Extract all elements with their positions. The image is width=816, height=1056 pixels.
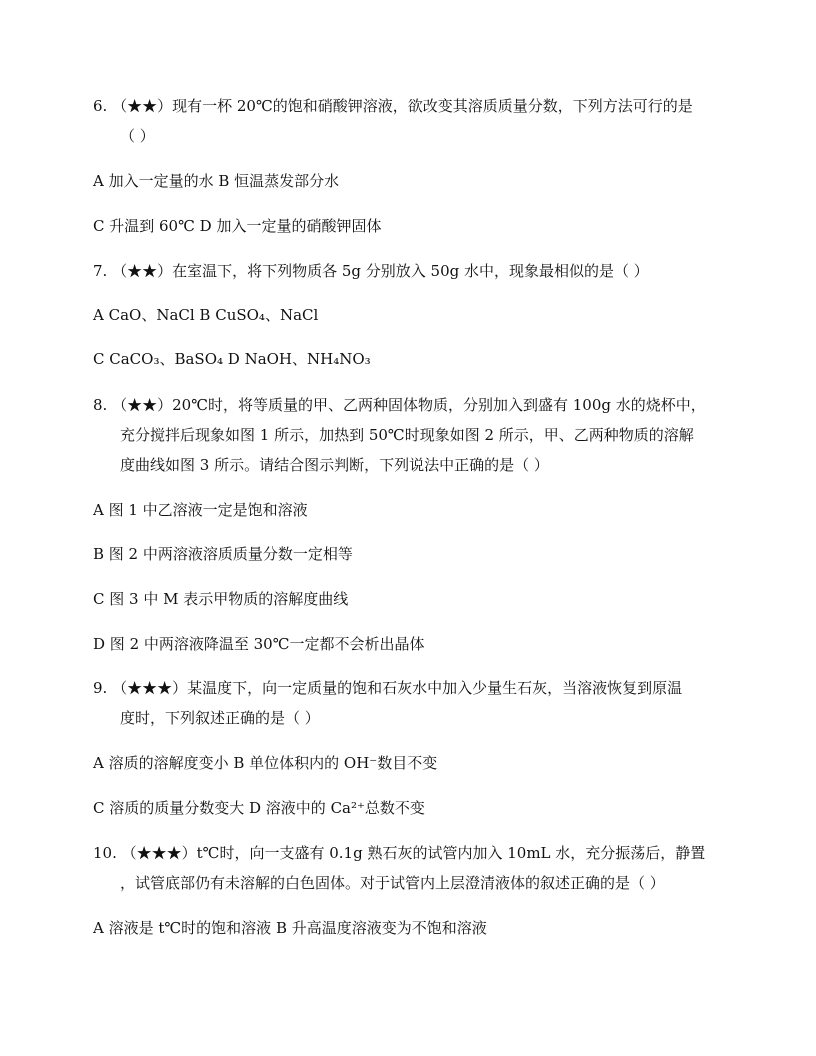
question-8-option-b <box>93 544 353 564</box>
question-7-difficulty: （★★） <box>112 262 173 280</box>
question-7-option-ab <box>93 305 318 325</box>
question-10-number: 10. <box>93 844 117 862</box>
question-9-text-1: 某温度下，向一定质量的饱和石灰水中加入少量生石灰，当溶液恢复到原温 <box>187 679 683 697</box>
question-7-text-1: 在室温下，将下列物质各 5g 分别放入 50g 水中，现象最相似的是（ ） <box>172 262 649 280</box>
question-8-option-c-text: C 图 3 中 M 表示甲物质的溶解度曲线 <box>93 590 349 608</box>
question-10-option-ab <box>93 918 487 938</box>
question-7-option-cd-text: C CaCO₃、BaSO₄ D NaOH、NH₄NO₃ <box>93 350 371 368</box>
question-7-option-ab-text: A CaO、NaCl B CuSO₄、NaCl <box>93 306 319 324</box>
question-8-text-1: 20℃时，将等质量的甲、乙两种固体物质，分别加入到盛有 100g 水的烧杯中， <box>172 396 706 414</box>
question-6-line-2 <box>120 126 155 146</box>
question-10-line-2 <box>120 873 665 893</box>
question-8-option-a <box>93 500 308 520</box>
question-7-line-1 <box>93 261 649 281</box>
question-9-difficulty: （★★★） <box>112 679 188 697</box>
question-9-line-2 <box>120 708 320 728</box>
question-10-line-1 <box>93 843 705 863</box>
question-9-option-cd-text: C 溶质的质量分数变大 D 溶液中的 Ca²⁺总数不变 <box>93 799 425 817</box>
question-10-text-1: t℃时，向一支盛有 0.1g 熟石灰的试管内加入 10mL 水，充分振荡后，静置 <box>196 844 706 862</box>
question-7-number: 7. <box>93 262 108 280</box>
question-10-option-ab-text: A 溶液是 t℃时的饱和溶液 B 升高温度溶液变为不饱和溶液 <box>93 919 487 937</box>
question-7-option-cd <box>93 349 371 369</box>
question-9-line-1 <box>93 678 682 698</box>
question-8-option-d-text: D 图 2 中两溶液降温至 30℃一定都不会析出晶体 <box>93 635 425 653</box>
question-8-option-d <box>93 634 425 654</box>
question-8-option-b-text: B 图 2 中两溶液溶质质量分数一定相等 <box>93 545 353 563</box>
question-6-text-2: （ ） <box>120 127 155 145</box>
question-8-option-c <box>93 589 348 609</box>
question-10-difficulty: （★★★） <box>121 844 197 862</box>
question-8-number: 8. <box>93 396 108 414</box>
question-6-line-1 <box>93 96 693 116</box>
question-8-text-2: 充分搅拌后现象如图 1 所示，加热到 50℃时现象如图 2 所示，甲、乙两种物质的溶解 <box>120 426 694 444</box>
question-8-difficulty: （★★） <box>112 396 173 414</box>
question-6-option-ab <box>93 171 339 191</box>
question-6-option-cd <box>93 216 381 236</box>
question-8-line-2 <box>120 425 694 445</box>
question-6-number: 6. <box>93 97 108 115</box>
question-6-option-ab-text: A 加入一定量的水 B 恒温蒸发部分水 <box>93 172 340 190</box>
question-9-option-ab <box>93 753 437 773</box>
question-6-difficulty: （★★） <box>112 97 173 115</box>
question-9-number: 9. <box>93 679 108 697</box>
question-9-option-ab-text: A 溶质的溶解度变小 B 单位体积内的 OH⁻数目不变 <box>93 754 438 772</box>
question-8-line-3 <box>120 455 549 475</box>
question-8-line-1 <box>93 395 706 415</box>
question-8-text-3: 度曲线如图 3 所示。请结合图示判断，下列说法中正确的是（ ） <box>120 456 549 474</box>
question-8-option-a-text: A 图 1 中乙溶液一定是饱和溶液 <box>93 501 308 519</box>
question-10-text-2: ，试管底部仍有未溶解的白色固体。对于试管内上层澄清液体的叙述正确的是（ ） <box>120 874 665 892</box>
question-6-text-1: 现有一杯 20℃的饱和硝酸钾溶液，欲改变其溶质质量分数，下列方法可行的是 <box>172 97 693 115</box>
question-6-option-cd-text: C 升温到 60℃ D 加入一定量的硝酸钾固体 <box>93 217 382 235</box>
question-9-text-2: 度时，下列叙述正确的是（ ） <box>120 709 320 727</box>
question-9-option-cd <box>93 798 425 818</box>
